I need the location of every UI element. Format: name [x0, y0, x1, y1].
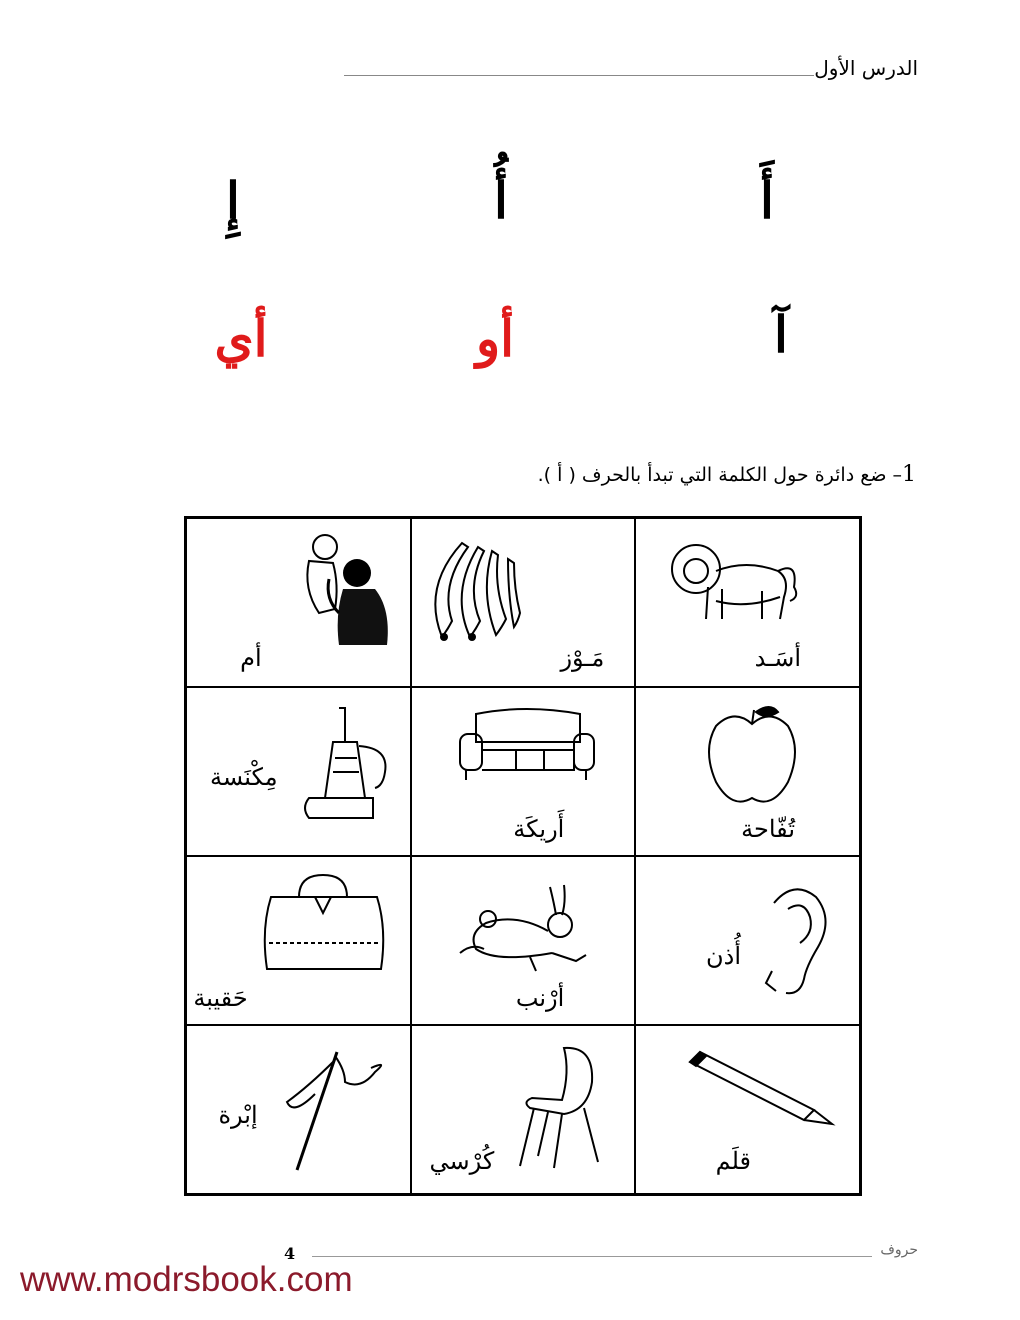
letter-alef-madda: آ [774, 305, 788, 364]
sofa-icon [456, 700, 596, 784]
mother-icon [295, 529, 395, 649]
book-title: حروف [880, 1242, 918, 1258]
grid-word[interactable]: أسَـد [754, 644, 801, 672]
header-divider [344, 75, 814, 76]
grid-cell-mother[interactable] [186, 518, 411, 687]
page-number: 4 [284, 1244, 296, 1263]
grid-cell-chair[interactable] [411, 1025, 636, 1194]
grid-word[interactable]: كُرْسي [429, 1147, 495, 1175]
chair-icon [514, 1042, 610, 1172]
rabbit-icon [456, 883, 596, 979]
letter-alef-kasra: إِ [226, 171, 240, 230]
vacuum-icon [299, 702, 395, 832]
lion-icon [666, 531, 806, 631]
exercise-text: – ضع دائرة حول الكلمة التي تبدأ بالحرف ( أ ). [537, 464, 902, 486]
letter-alef-ya: أي [214, 309, 268, 368]
grid-word[interactable]: تُفّاحة [741, 815, 795, 843]
grid-word[interactable]: مَـوْز [560, 644, 605, 672]
grid-word[interactable]: إبْرة [218, 1101, 258, 1129]
lesson-title: الدرس الأول [814, 56, 918, 80]
grid-cell-sofa[interactable] [411, 687, 636, 856]
grid-cell-banana[interactable] [411, 518, 636, 687]
exercise-instruction [538, 462, 916, 487]
grid-cell-rabbit[interactable] [411, 856, 636, 1025]
grid-cell-pencil[interactable] [635, 1025, 860, 1194]
grid-word[interactable]: أَريكَة [513, 815, 565, 843]
grid-word[interactable]: حَقيبة [193, 984, 248, 1012]
grid-word[interactable]: أرْنب [515, 984, 565, 1012]
grid-word[interactable]: أم [240, 644, 262, 672]
bag-icon [259, 869, 389, 977]
grid-word[interactable]: قلَم [715, 1147, 751, 1175]
grid-cell-vacuum[interactable] [186, 687, 411, 856]
grid-cell-lion[interactable] [635, 518, 860, 687]
apple-icon [704, 702, 800, 812]
grid-cell-ear[interactable] [635, 856, 860, 1025]
pencil-icon [686, 1048, 836, 1128]
word-grid [184, 516, 862, 1196]
letter-alef-damma: أُ [494, 171, 508, 230]
banana-icon [422, 537, 532, 647]
grid-cell-apple[interactable] [635, 687, 860, 856]
website-url[interactable]: www.modrsbook.com [20, 1260, 353, 1299]
grid-cell-bag[interactable] [186, 856, 411, 1025]
grid-cell-needle[interactable] [186, 1025, 411, 1194]
needle-icon [285, 1046, 395, 1176]
letter-alef-fatha: أَ [760, 171, 774, 230]
footer-divider [312, 1256, 872, 1257]
exercise-number: 1 [902, 462, 916, 487]
ear-icon [764, 883, 834, 1003]
grid-word[interactable]: أُذن [706, 942, 741, 970]
letter-alef-waw: أو [475, 309, 515, 368]
grid-word[interactable]: مِكْنَسة [210, 763, 278, 791]
